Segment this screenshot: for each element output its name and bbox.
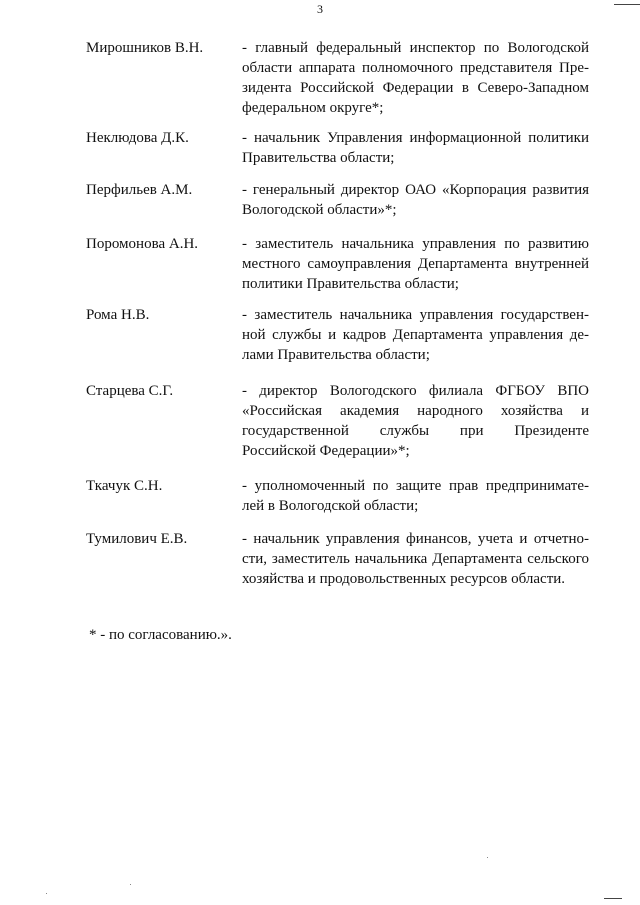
role-line: - главный федеральный инспектор по Вологодской bbox=[242, 40, 589, 56]
footnote: * - по согласованию.». bbox=[89, 627, 232, 643]
role-line: - генеральный директор ОАО «Корпорация развития bbox=[242, 182, 589, 198]
role-line: Правительства области; bbox=[242, 150, 395, 166]
member-role bbox=[242, 38, 589, 118]
role-line: области аппарата полномочного представителя Пре- bbox=[242, 60, 589, 76]
member-name: Мирошников В.Н. bbox=[86, 40, 204, 56]
role-line: Вологодской области»*; bbox=[242, 202, 397, 218]
member-role bbox=[242, 180, 589, 220]
scan-speck bbox=[487, 857, 488, 858]
role-line: - начальник управления финансов, учета и отчетно- bbox=[242, 531, 589, 547]
role-line: - заместитель начальника управления по развитию bbox=[242, 236, 589, 252]
role-line: - уполномоченный по защите прав предпринимате- bbox=[242, 478, 589, 494]
member-name: Перфильев А.М. bbox=[86, 182, 193, 198]
member-name: Ткачук С.Н. bbox=[86, 478, 163, 494]
role-line: хозяйства и продовольственных ресурсов области. bbox=[242, 571, 566, 587]
role-line: - директор Вологодского филиала ФГБОУ ВПО bbox=[242, 383, 589, 399]
member-role bbox=[242, 476, 589, 516]
role-line: - начальник Управления информационной политики bbox=[242, 130, 589, 146]
scan-speck bbox=[130, 884, 131, 885]
role-line: - заместитель начальника управления государствен- bbox=[242, 307, 589, 323]
page-number: 3 bbox=[317, 2, 323, 16]
role-line: ной службы и кадров Департамента управления де- bbox=[242, 327, 589, 343]
member-role bbox=[242, 128, 589, 168]
member-name: Старцева С.Г. bbox=[86, 383, 174, 399]
member-role bbox=[242, 234, 589, 294]
member-role bbox=[242, 529, 589, 589]
role-line: федеральном округе*; bbox=[242, 100, 384, 116]
role-line: лами Правительства области; bbox=[242, 347, 430, 363]
role-line: лей в Вологодской области; bbox=[242, 498, 419, 514]
role-line: государственной службы при Президенте bbox=[242, 423, 589, 439]
role-line: «Российская академия народного хозяйства и bbox=[242, 403, 589, 419]
member-name: Неклюдова Д.К. bbox=[86, 130, 189, 146]
scan-speck bbox=[46, 893, 47, 894]
member-role bbox=[242, 381, 589, 461]
role-line: зидента Российской Федерации в Северо-Западном bbox=[242, 80, 589, 96]
scan-corner-mark bbox=[604, 898, 622, 899]
member-name: Тумилович Е.В. bbox=[86, 531, 188, 547]
member-name: Рома Н.В. bbox=[86, 307, 150, 323]
member-role bbox=[242, 305, 589, 365]
member-name: Поромонова А.Н. bbox=[86, 236, 199, 252]
role-line: местного самоуправления Департамента внутренней bbox=[242, 256, 589, 272]
role-line: политики Правительства области; bbox=[242, 276, 459, 292]
role-line: Российской Федерации»*; bbox=[242, 443, 410, 459]
role-line: сти, заместитель начальника Департамента сельского bbox=[242, 551, 589, 567]
